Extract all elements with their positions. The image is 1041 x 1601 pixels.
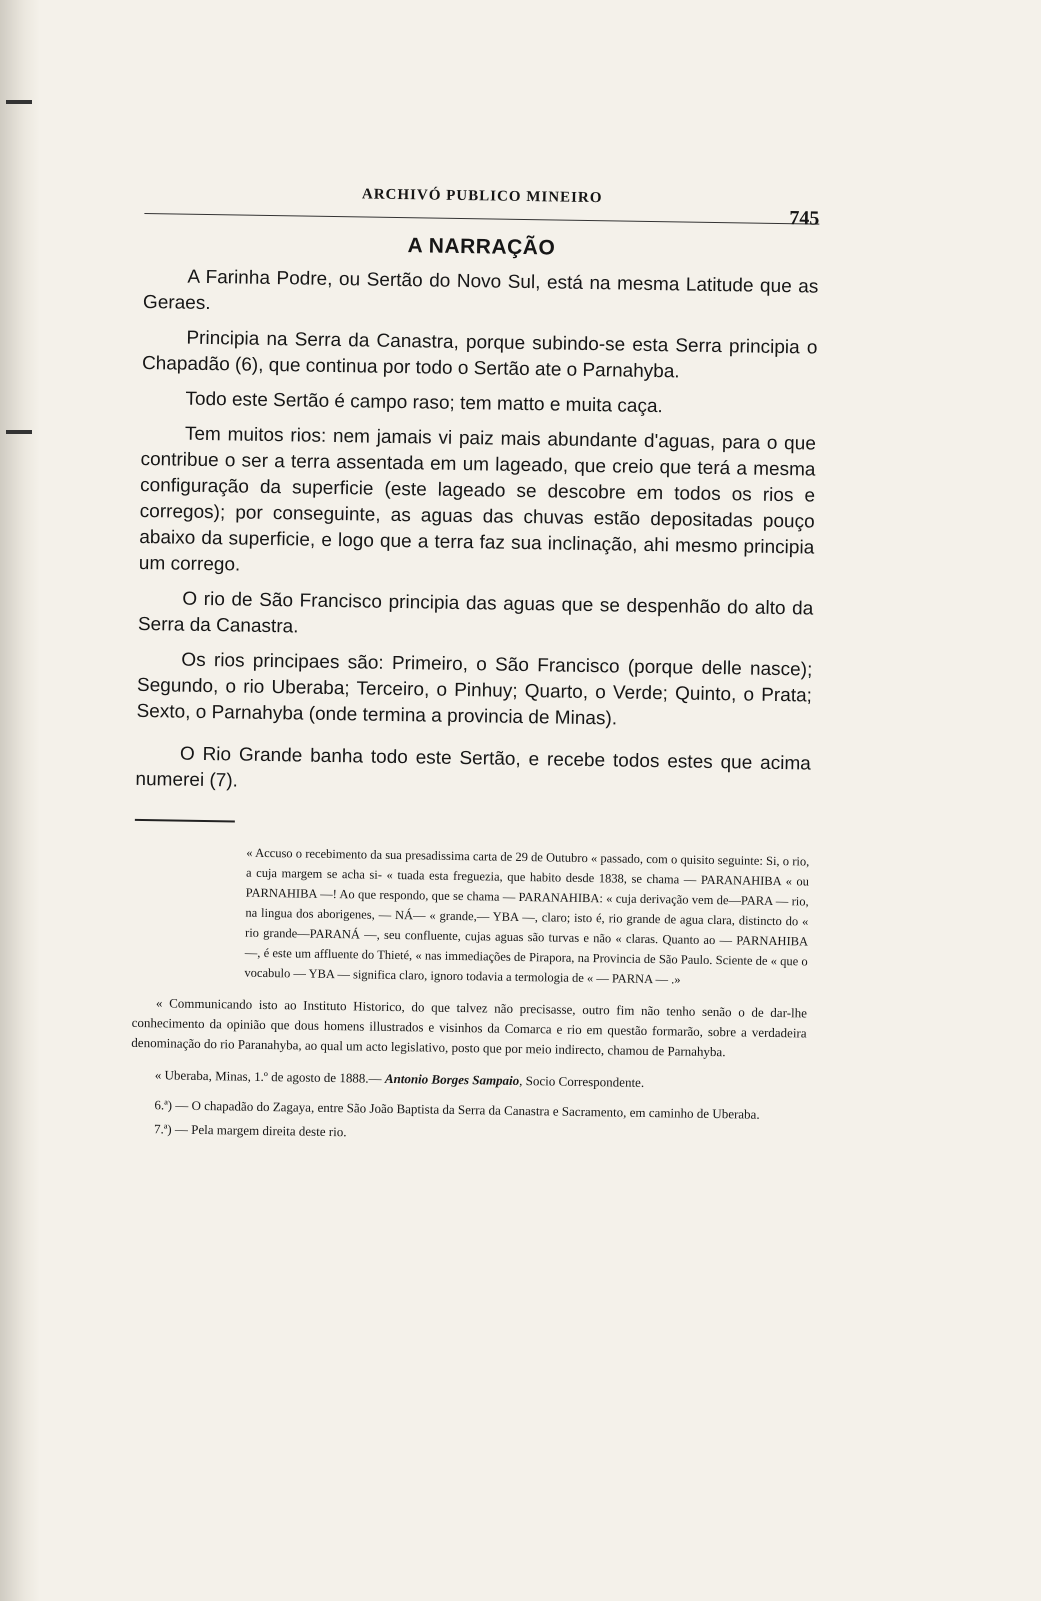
note-item: 7.ª) — Pela margem direita deste rio. <box>153 1121 347 1140</box>
paragraph: Tem muitos rios: nem jamais vi paiz mais abundante d'aguas, para o que contribue o ser a terra assentada em um lageado, que creio que terá a mesma configuração da superficie (este lageado se descobre em todos os rios e corregos); por conseguinte, as aguas das chuvas estão depositadas pouço abaixo da superficie, e logo que a terra faz sua inclinação, ahi mesmo principia um corrego. <box>138 423 817 576</box>
paragraph: Os rios principaes são: Primeiro, o São Francisco (porque delle nasce); Segundo, o rio Uberaba; Terceiro, o Pinhuy; Quarto, o Verde; Quinto, o Prata; Sexto, o Parnahyba (onde termina a provincia de Minas). <box>136 649 813 730</box>
endnotes <box>130 1095 806 1150</box>
document-page <box>130 175 820 1153</box>
note-item: 6.ª) — O chapadão do Zagaya, entre São João Baptista da Serra da Canastra e Sacramento, em caminho de Uberaba. <box>154 1097 760 1122</box>
paragraph: A Farinha Podre, ou Sertão do Novo Sul, está na mesma Latitude que as Geraes. <box>142 266 819 315</box>
footnote-rule <box>135 819 235 823</box>
footnote-signature <box>131 1065 806 1096</box>
footnote-paragraph-text: « Communicando isto ao Instituto Historico, do que talvez não precisasse, outro fim não tenho senão o de dar-lhe conhecimento da opinião que dous homens illustrados e visinhos da Comarca e rio em questão formarão, sobre a verdadeira denominação do rio Paranahyba, ao qual um acto legislativo, posto que por meio indirecto, chamou de Parnahyba. <box>131 995 808 1060</box>
page-header <box>144 175 820 230</box>
footnote-quote-text: « Accuso o recebimento da sua presadissima carta de 29 de Outubro « passado, com o quisito seguinte: Si, o rio, a cuja margem se acha si- « tuada esta freguezia, que habito desde 1838, se chama — PARANAHIBA « ou PARNAHIBA —! Ao que respondo, que se chama — PARANAHIBA: « cuja derivação vem de—PARA — rio, na lingua dos aborigenes, — NÁ— « grande,— YBA —, claro; isto é, rio grande de agua clara, distincto do « rio grande—PARANÁ —, seu confluente, cujas aguas são turvas e não « claras. Quanto ao — PARNAHIBA —, é este um affluente do Thieté, « nas immediações de Pirapora, na Provincia de São Paulo. Sciente de « que o vocabulo — YBA — significa claro, ignoro todavia a termologia de « — PARNA — .» <box>244 845 810 987</box>
paragraph: Principia na Serra da Canastra, porque subindo-se esta Serra principia o Chapadão (6), que continua por todo o Sertão ate o Parnahyba. <box>141 327 818 383</box>
page-gutter <box>0 0 40 1601</box>
footnote-paragraph <box>131 993 807 1064</box>
paragraph: O rio de São Francisco principia das aguas que se despenhão do alto da Serra da Canastra. <box>137 588 814 638</box>
section-title: A NARRAÇÃO <box>407 234 556 260</box>
footnote-quote <box>244 843 809 992</box>
signature-role: , Socio Correspondente. <box>519 1072 645 1090</box>
paragraph: O Rio Grande banha todo este Sertão, e recebe todos estes que acima numerei (7). <box>135 743 811 792</box>
gutter-mark <box>6 100 32 104</box>
gutter-mark <box>6 430 32 434</box>
running-head: ARCHIVÓ PUBLICO MINEIRO <box>361 186 603 207</box>
body-text <box>135 264 818 804</box>
page-number: 745 <box>789 207 820 230</box>
signature-place: « Uberaba, Minas, 1.º de agosto de 1888.— <box>154 1067 382 1086</box>
paragraph: Todo este Sertão é campo raso; tem matto e muita caça. <box>185 388 663 418</box>
signature-name: Antonio Borges Sampaio <box>384 1070 520 1088</box>
